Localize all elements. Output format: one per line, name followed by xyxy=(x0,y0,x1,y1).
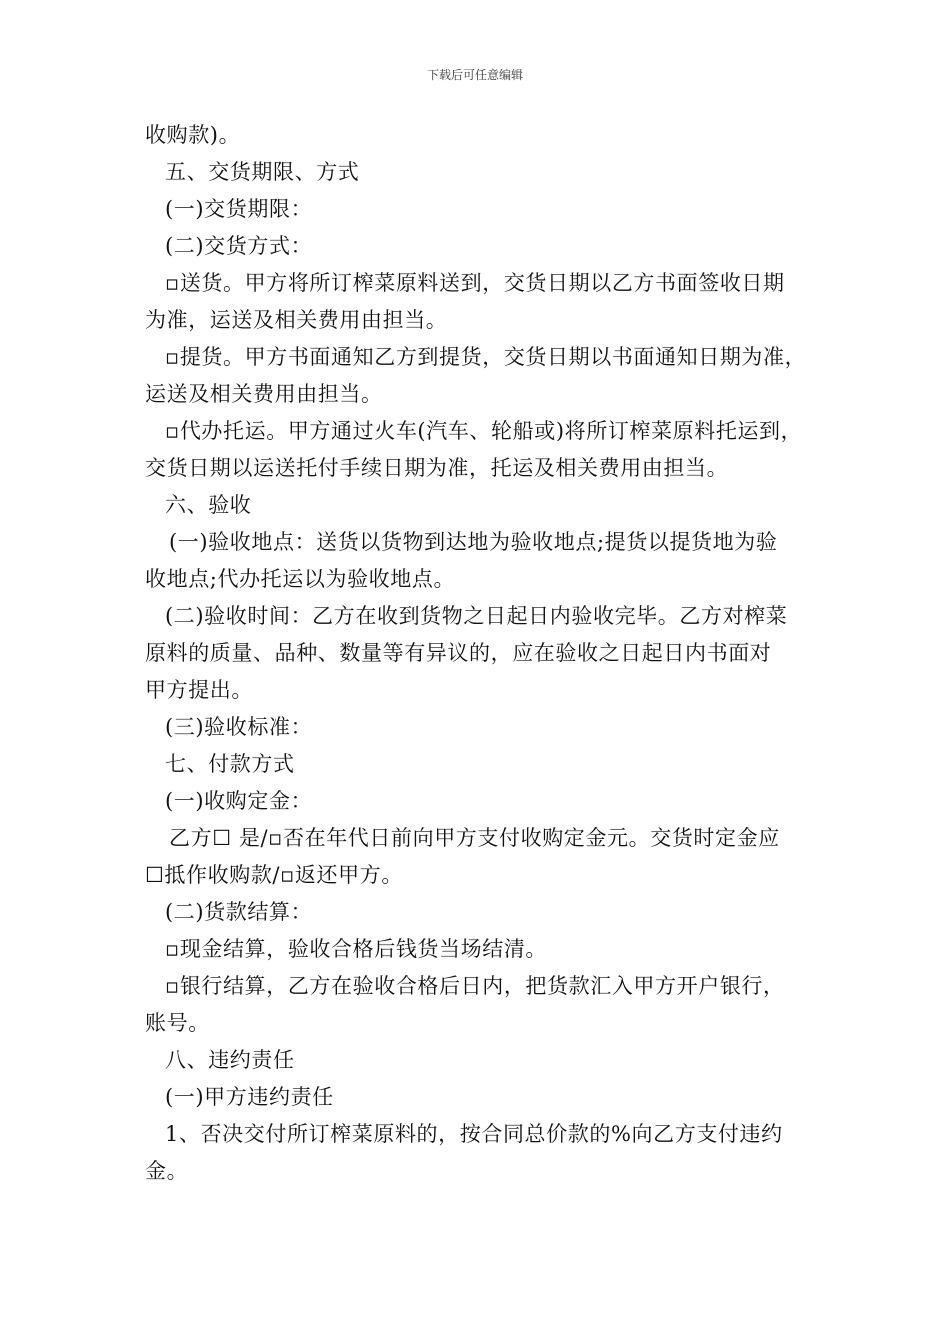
paragraph-line: 账号。 xyxy=(145,1011,210,1035)
paragraph-line: 为准，运送及相关费用由担当。 xyxy=(145,308,448,332)
paragraph-line: ▫提货。甲方书面通知乙方到提货，交货日期以书面通知日期为准， xyxy=(165,345,807,369)
section-heading: 六、验收 xyxy=(165,493,252,517)
paragraph-line: ▫银行结算，乙方在验收合格后日内，把货款汇入甲方开户银行， xyxy=(165,974,785,998)
paragraph-line: (一)甲方违约责任 xyxy=(165,1085,334,1109)
paragraph-line: 1、否决交付所订榨菜原料的，按合同总价款的%向乙方支付违约 xyxy=(165,1122,783,1146)
section-heading: 五、交货期限、方式 xyxy=(165,160,360,184)
paragraph-line: 收地点;代办托运以为验收地点。 xyxy=(145,567,456,591)
paragraph-line: (二)交货方式： xyxy=(165,234,313,258)
paragraph-line: ☐抵作收购款/▫返还甲方。 xyxy=(145,863,403,887)
paragraph-line: ▫代办托运。甲方通过火车(汽车、轮船或)将所订榨菜原料托运到， xyxy=(165,419,803,443)
paragraph-line: 收购款)。 xyxy=(145,123,241,147)
paragraph-line: ▫现金结算，验收合格后钱货当场结清。 xyxy=(165,937,548,961)
paragraph-line: ▫送货。甲方将所订榨菜原料送到，交货日期以乙方书面签收日期 xyxy=(165,271,785,295)
section-heading: 八、违约责任 xyxy=(165,1048,295,1072)
paragraph-line: 交货日期以运送托付手续日期为准，托运及相关费用由担当。 xyxy=(145,456,729,480)
paragraph-line: 甲方提出。 xyxy=(145,678,253,702)
paragraph-line: (一)验收地点：送货以货物到达地为验收地点;提货以提货地为验 xyxy=(169,530,778,554)
paragraph-line: (三)验收标准： xyxy=(165,715,313,739)
paragraph-line: 运送及相关费用由担当。 xyxy=(145,382,383,406)
document-body xyxy=(145,117,815,1190)
page-header: 下载后可任意编辑 xyxy=(426,68,523,82)
paragraph-line: (二)验收时间：乙方在收到货物之日起日内验收完毕。乙方对榨菜 xyxy=(165,604,788,628)
paragraph-line: (二)货款结算： xyxy=(165,900,313,924)
paragraph-line: 乙方☐ 是/▫否在年代日前向甲方支付收购定金元。交货时定金应 xyxy=(169,826,780,850)
section-heading: 七、付款方式 xyxy=(165,752,295,776)
paragraph-line: (一)收购定金： xyxy=(165,789,313,813)
paragraph-line: (一)交货期限： xyxy=(165,197,313,221)
paragraph-line: 金。 xyxy=(145,1159,189,1183)
paragraph-line: 原料的质量、品种、数量等有异议的，应在验收之日起日内书面对 xyxy=(145,641,772,665)
